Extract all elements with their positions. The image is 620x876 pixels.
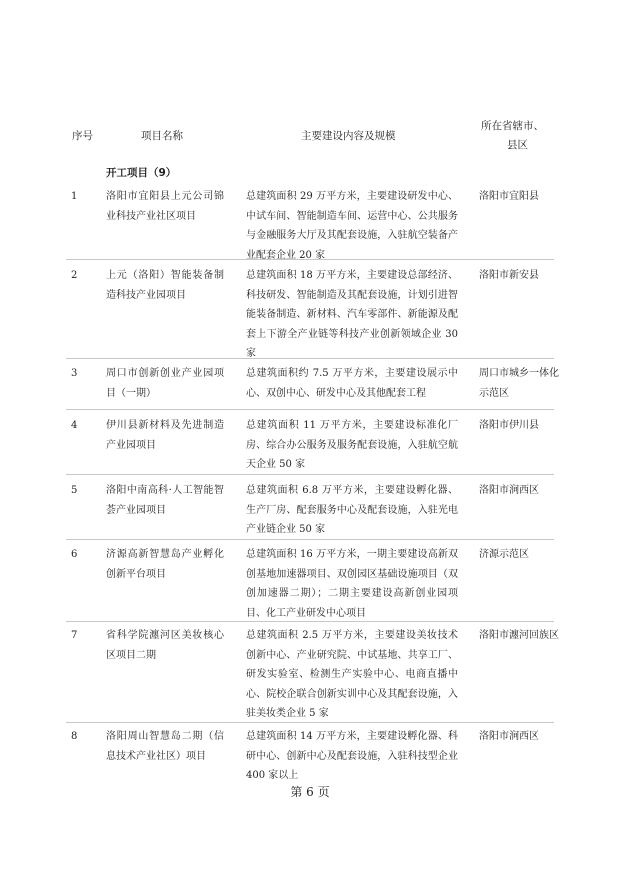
project-location: 周口市城乡一体化示范区 bbox=[479, 368, 559, 399]
project-name: 周口市创新创业产业园项目（一期） bbox=[106, 368, 224, 399]
row-divider bbox=[66, 259, 554, 260]
project-name: 济源高新智慧岛产业孵化创新平台项目 bbox=[106, 549, 224, 580]
header-name: 项目名称 bbox=[141, 130, 183, 142]
section-title: 开工项目（9） bbox=[106, 167, 177, 179]
project-name: 伊川县新材料及先进制造产业园项目 bbox=[106, 420, 224, 451]
project-content: 总建筑面积 18 万平方米，主要建设总部经济、科技研发、智能制造及其配套设施，计划引进智能装备制造、新材料、汽车零部件、新能源及配套上下游全产业链等科技产业创新领域企业 30 家 bbox=[246, 270, 458, 359]
project-content: 总建筑面积约 7.5 万平方米，主要建设展示中心、双创中心、研发中心及其他配套工程 bbox=[246, 368, 458, 399]
header-content: 主要建设内容及规模 bbox=[301, 130, 396, 142]
project-name: 洛阳周山智慧岛二期（信息技术产业社区）项目 bbox=[106, 731, 224, 762]
row-divider bbox=[66, 358, 554, 359]
project-name: 省科学院瀍河区美妆核心区项目二期 bbox=[106, 630, 224, 661]
project-location: 洛阳市新安县 bbox=[479, 270, 539, 281]
row-number: 7 bbox=[71, 630, 78, 641]
row-number: 1 bbox=[71, 191, 78, 202]
row-number: 4 bbox=[71, 420, 78, 431]
project-location: 洛阳市伊川县 bbox=[479, 420, 539, 431]
project-content: 总建筑面积 14 万平方米，主要建设孵化器、科研中心、创新中心及配套设施，入驻科技型企业 400 家以上 bbox=[246, 731, 458, 781]
project-name: 上元（洛阳）智能装备制造科技产业园项目 bbox=[106, 270, 224, 301]
project-content: 总建筑面积 11 万平方米，主要建设标准化厂房、综合办公服务及服务配套设施，入驻航空航天企业 50 家 bbox=[246, 420, 458, 470]
row-number: 3 bbox=[71, 368, 78, 379]
page-number: 第 6 页 bbox=[290, 785, 330, 799]
row-divider bbox=[66, 722, 554, 723]
project-location: 洛阳市涧西区 bbox=[479, 485, 539, 496]
project-content: 总建筑面积 2.5 万平方米，主要建设美妆技术创新中心、产业研究院、中试基地、共享工厂、研发实验室、检测生产实验中心、电商直播中心、院校企联合创新实训中心及其配套设施，入驻美妆类企业 5 家 bbox=[246, 630, 458, 719]
project-content: 总建筑面积 29 万平方米，主要建设研发中心、中试车间、智能制造车间、运营中心、公共服务与金融服务大厅及其配套设施，入驻航空装备产业配套企业 20 家 bbox=[246, 191, 458, 261]
project-name: 洛阳市宜阳县上元公司锦业科技产业社区项目 bbox=[106, 191, 224, 222]
project-location: 洛阳市涧西区 bbox=[479, 731, 539, 742]
row-number: 6 bbox=[71, 549, 78, 560]
row-divider bbox=[66, 474, 554, 475]
header-location-line2: 县区 bbox=[507, 139, 528, 151]
project-location: 洛阳市宜阳县 bbox=[479, 191, 539, 202]
project-name: 洛阳中南高科·人工智能智荟产业园项目 bbox=[106, 485, 224, 516]
project-location: 洛阳市瀍河回族区 bbox=[479, 630, 559, 641]
project-content: 总建筑面积 6.8 万平方米，主要建设孵化器、生产厂房、配套服务中心及配套设施，入驻光电产业链企业 50 家 bbox=[246, 485, 458, 535]
row-divider bbox=[66, 409, 554, 410]
header-no: 序号 bbox=[72, 130, 93, 142]
row-divider bbox=[66, 621, 554, 622]
row-divider bbox=[66, 539, 554, 540]
header-location-line1: 所在省辖市、 bbox=[481, 120, 544, 132]
row-number: 2 bbox=[71, 270, 78, 281]
row-number: 5 bbox=[71, 485, 78, 496]
row-number: 8 bbox=[71, 731, 78, 742]
project-location: 济源示范区 bbox=[479, 549, 529, 560]
project-content: 总建筑面积 16 万平方米，一期主要建设高新双创基地加速器项目、双创园区基础设施项目（双创加速器二期）；二期主要建设高新创业园项目、化工产业研发中心项目 bbox=[246, 549, 458, 619]
